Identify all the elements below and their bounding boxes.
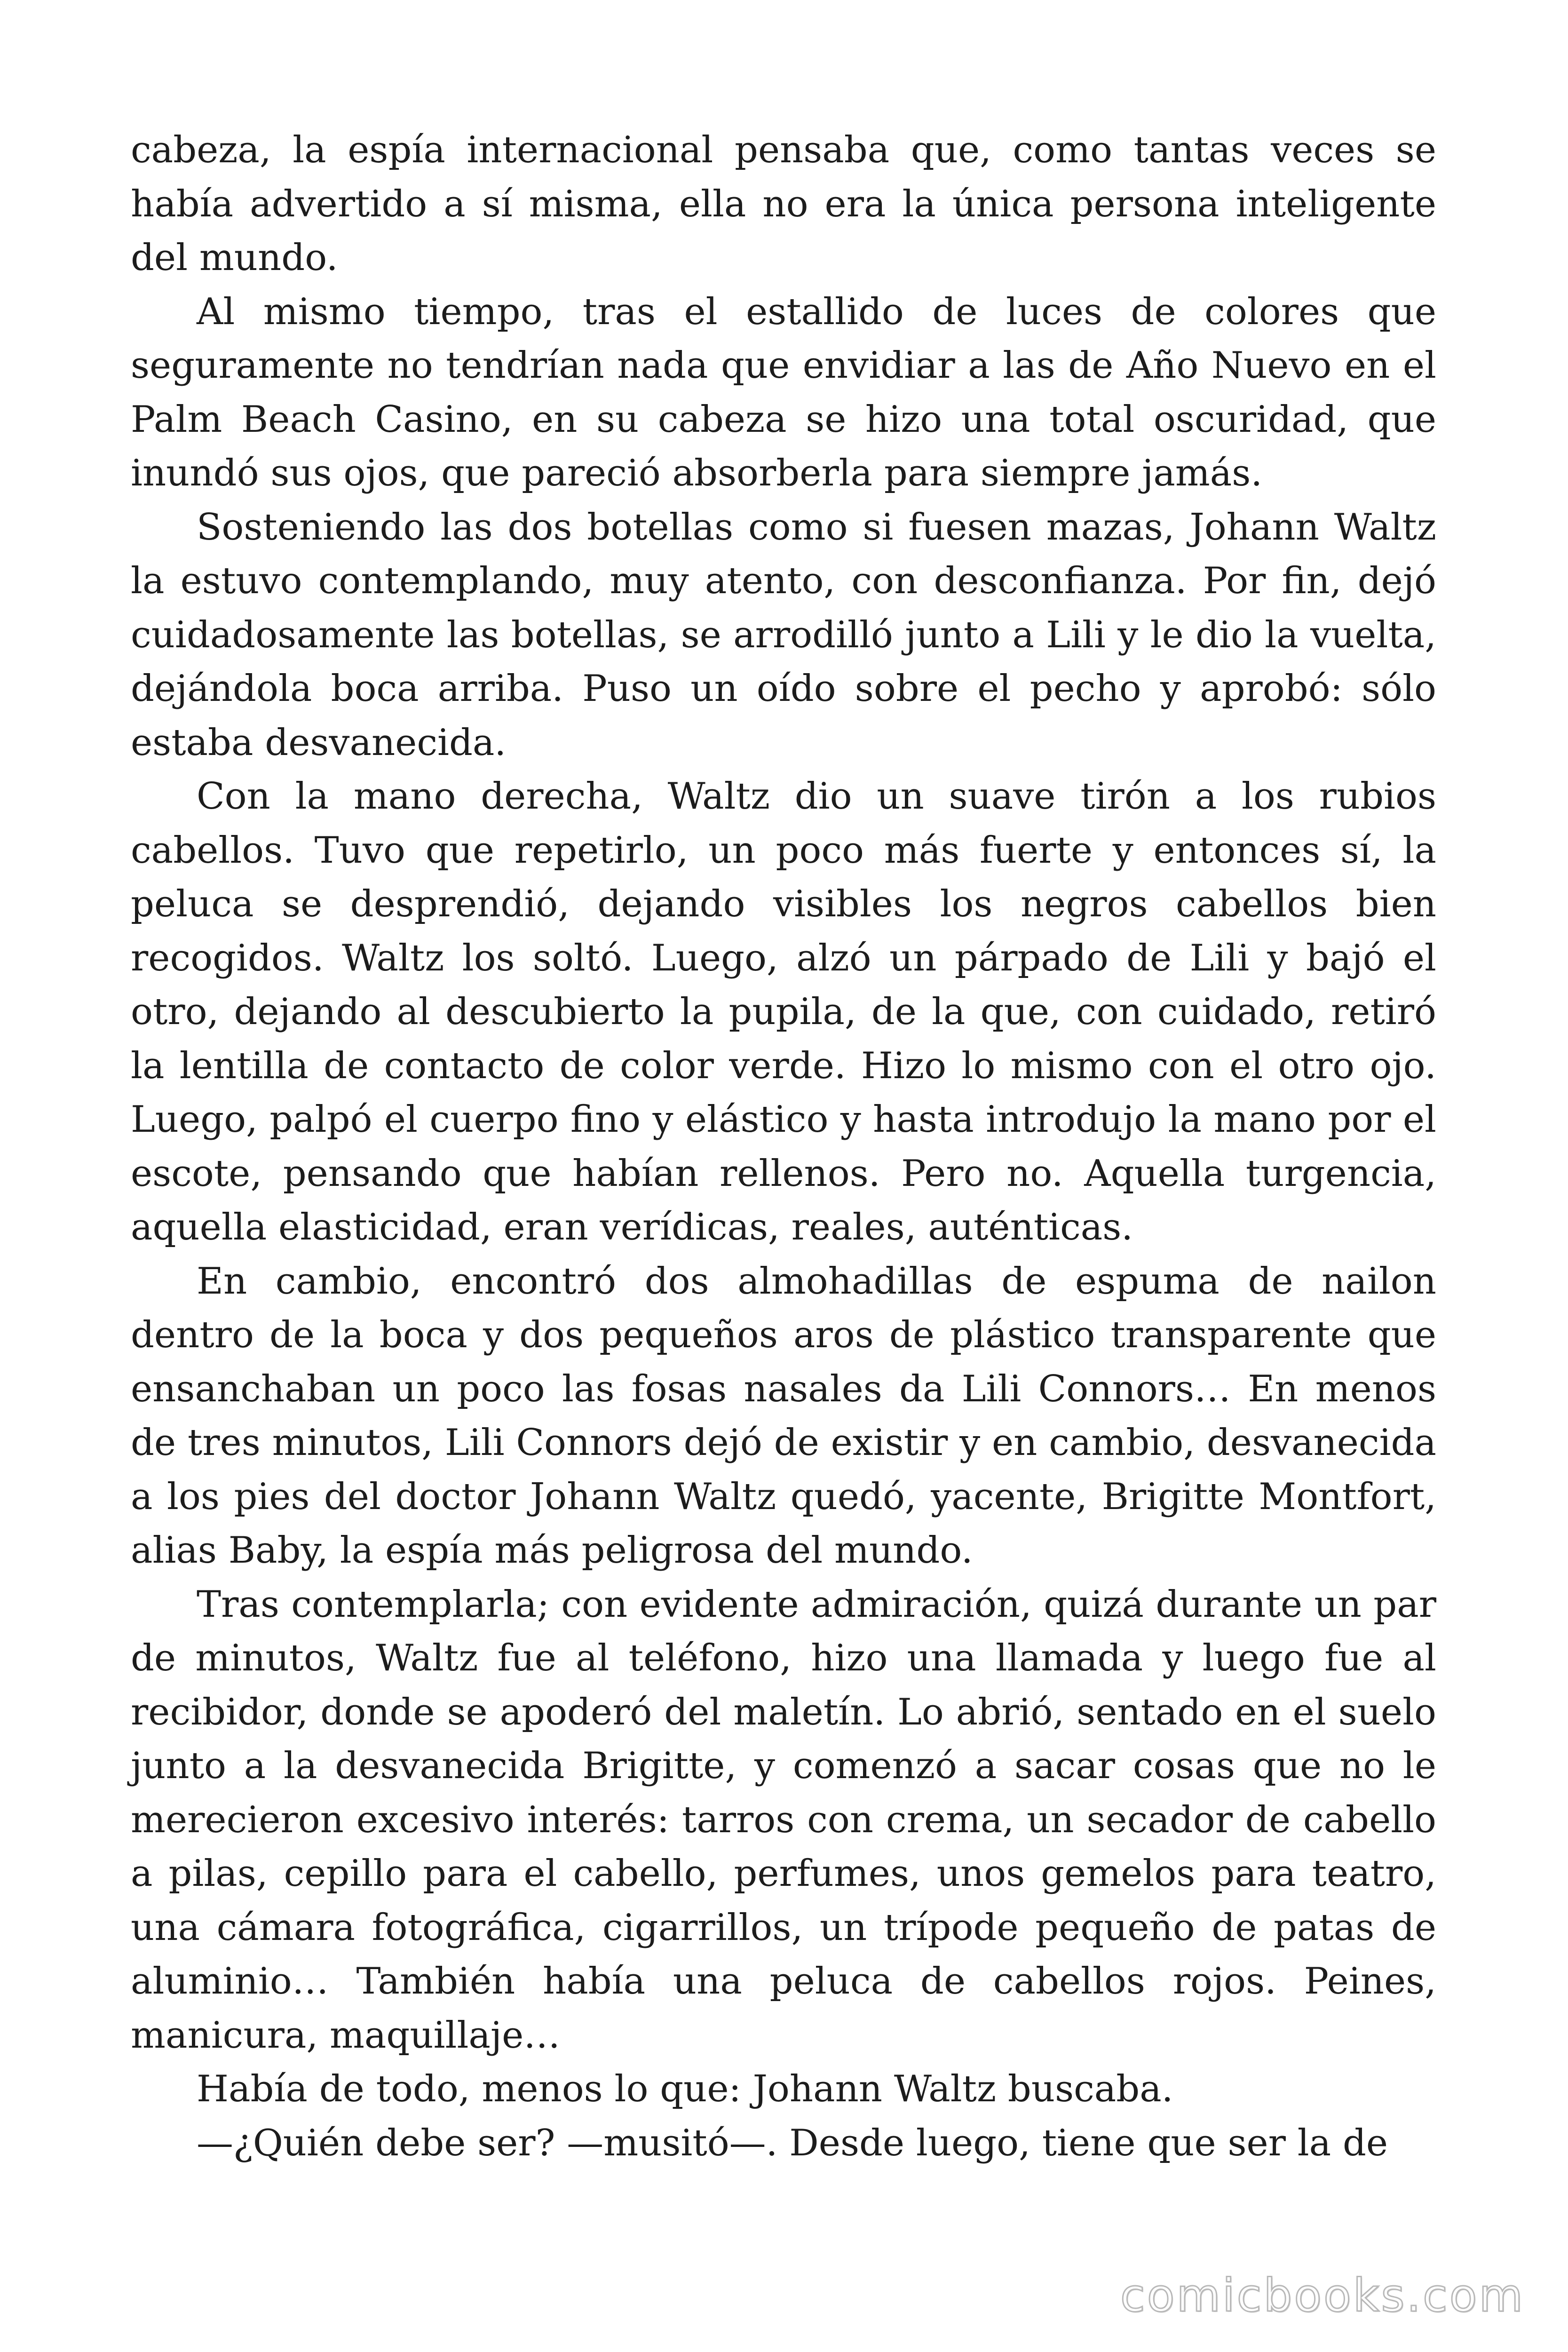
paragraph-8: —¿Quién debe ser? —musitó—. Desde luego, tiene que ser la de — [197, 2122, 1388, 2164]
body-text — [131, 123, 1436, 2170]
paragraph-6: Tras contemplarla; con evidente admiración, quizá durante un par de minutos, Waltz fue al teléfono, hizo una llamada y luego fue al recibidor, donde se apoderó del maletín. Lo abrió, sentado en el suelo junto a la desvanecida Brigitte, y comenzó a sacar cosas que no le merecieron excesivo interés: tarros con crema, un secador de cabello a pilas, cepillo para el cabello, perfumes, unos gemelos para teatro, una cámara fotográfica, cigarrillos, un trípode pequeño de patas de aluminio… También había una peluca de cabellos rojos. Peines, manicura, maquillaje… — [131, 1583, 1436, 2057]
paragraph-3: Sosteniendo las dos botellas como si fuesen mazas, Johann Waltz la estuvo contemplando, muy atento, con desconfianza. Por fin, dejó cuidadosamente las botellas, se arrodilló junto a Lili y le dio la vuelta, dejándola boca arriba. Puso un oído sobre el pecho y aprobó: sólo estaba desvanecida. — [131, 506, 1436, 764]
watermark: comicbooks.com — [1120, 2269, 1525, 2322]
paragraph-1: cabeza, la espía internacional pensaba que, como tantas veces se había advertido a sí misma, ella no era la única persona inteligente del mundo. — [131, 129, 1436, 279]
paragraph-2: Al mismo tiempo, tras el estallido de luces de colores que seguramente no tendrían nada que envidiar a las de Año Nuevo en el Palm Beach Casino, en su cabeza se hizo una total oscuridad, que inundó sus ojos, que pareció absorberla para siempre jamás. — [131, 290, 1436, 494]
paragraph-5: En cambio, encontró dos almohadillas de espuma de nailon dentro de la boca y dos pequeños aros de plástico transparente que ensanchaban un poco las fosas nasales da Lili Connors… En menos de tres minutos, Lili Connors dejó de existir y en cambio, desvanecida a los pies del doctor Johann Waltz quedó, yacente, Brigitte Montfort, alias Baby, la espía más peligrosa del mundo. — [131, 1260, 1436, 1572]
paragraph-4: Con la mano derecha, Waltz dio un suave tirón a los rubios cabellos. Tuvo que repetirlo, un poco más fuerte y entonces sí, la peluca se desprendió, dejando visibles los negros cabellos bien recogidos. Waltz los soltó. Luego, alzó un párpado de Lili y bajó el otro, dejando al descubierto la pupila, de la que, con cuidado, retiró la lentilla de contacto de color verde. Hizo lo mismo con el otro ojo. Luego, palpó el cuerpo fino y elástico y hasta introdujo la mano por el escote, pensando que habían rellenos. Pero no. Aquella turgencia, aquella elasticidad, eran verídicas, reales, auténticas. — [131, 775, 1436, 1248]
paragraph-7: Había de todo, menos lo que: Johann Waltz buscaba. — [197, 2068, 1173, 2110]
